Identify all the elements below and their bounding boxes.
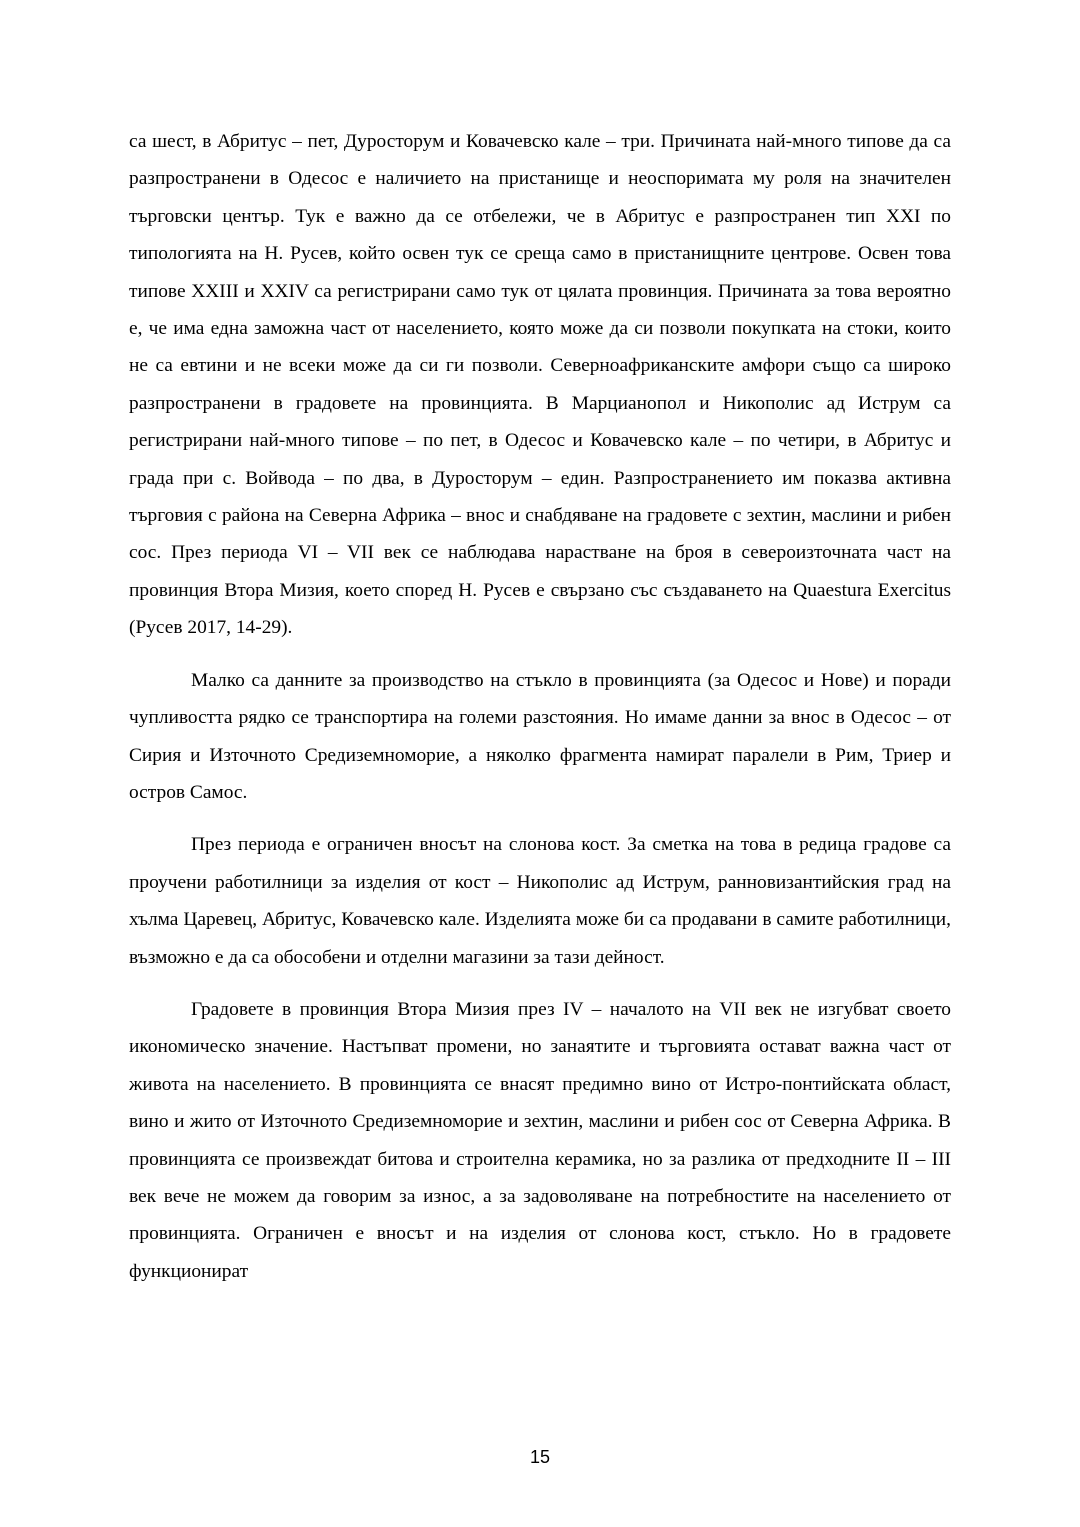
paragraph-glass: Малко са данните за производство на стъкло в провинцията (за Одесос и Нове) и поради чупливостта рядко се транспортира на големи разстояния. Но имаме данни за внос в Одесос – от Сирия и Източното Средиземноморие, а няколко фрагмента намират паралели в Рим, Триер и остров Самос.	[129, 669, 951, 803]
paragraph-ivory: През периода е ограничен вносът на слонова кост. За сметка на това в редица градове са проучени работилници за изделия от кост – Никополис ад Иструм, ранновизантийския град на хълма Царевец, Абритус, Ковачевско кале. Изделията може би са продавани в самите работилници, възможно е да са обособени и отделни магазини за тази дейност.	[129, 834, 951, 968]
paragraph-continued: са шест, в Абритус – пет, Дуросторум и Ковачевско кале – три. Причината най-много типове да са разпространени в Одесос е наличието на пристанище и неоспоримата му роля на значителен търговски център. Тук е важно да се отбележи, че в Абритус е разпространен тип XXI по типологията на Н. Русев, който освен тук се среща само в пристанищните центрове. Освен това типове XXIII и XXIV са регистрирани само тук от цялата провинция. Причината за това вероятно е, че има една заможна част от населението, която може да си позволи покупката на стоки, които не са евтини и не всеки може да си ги позволи. Северноафриканските амфори също са широко разпространени в градовете на провинцията. В Марцианопол и Никополис ад Иструм са регистрирани най-много типове – по пет, в Одесос и Ковачевско кале – по четири, в Абритус и града при с. Войвода – по два, в Дуросторум – един. Разпространението им показва активна търговия с района на Северна Африка – внос и снабдяване на градовете с зехтин, маслини и рибен сос. През периода VI – VII век се наблюдава нарастване на броя в североизточната част на провинция Втора Мизия, което според Н. Русев е свързано със създаването на Quaestura Exercitus (Русев 2017, 14-29).	[129, 131, 951, 639]
document-page	[129, 123, 951, 1290]
paragraph-conclusion: Градовете в провинция Втора Мизия през IV – началото на VII век не изгубват своето икономическо значение. Настъпват промени, но занаятите и търговията остават важна част от живота на населението. В провинцията се внасят предимно вино от Истро-понтийската област, вино и жито от Източното Средиземноморие и зехтин, маслини и рибен сос от Северна Африка. В провинцията се произвеждат битова и строителна керамика, но за разлика от предходните II – III век вече не можем да говорим за износ, а за задоволяване на потребностите на населението от провинцията. Ограничен е вносът и на изделия от слонова кост, стъкло. Но в градовете функционират	[129, 998, 951, 1282]
page-number: 15	[529, 1447, 551, 1467]
